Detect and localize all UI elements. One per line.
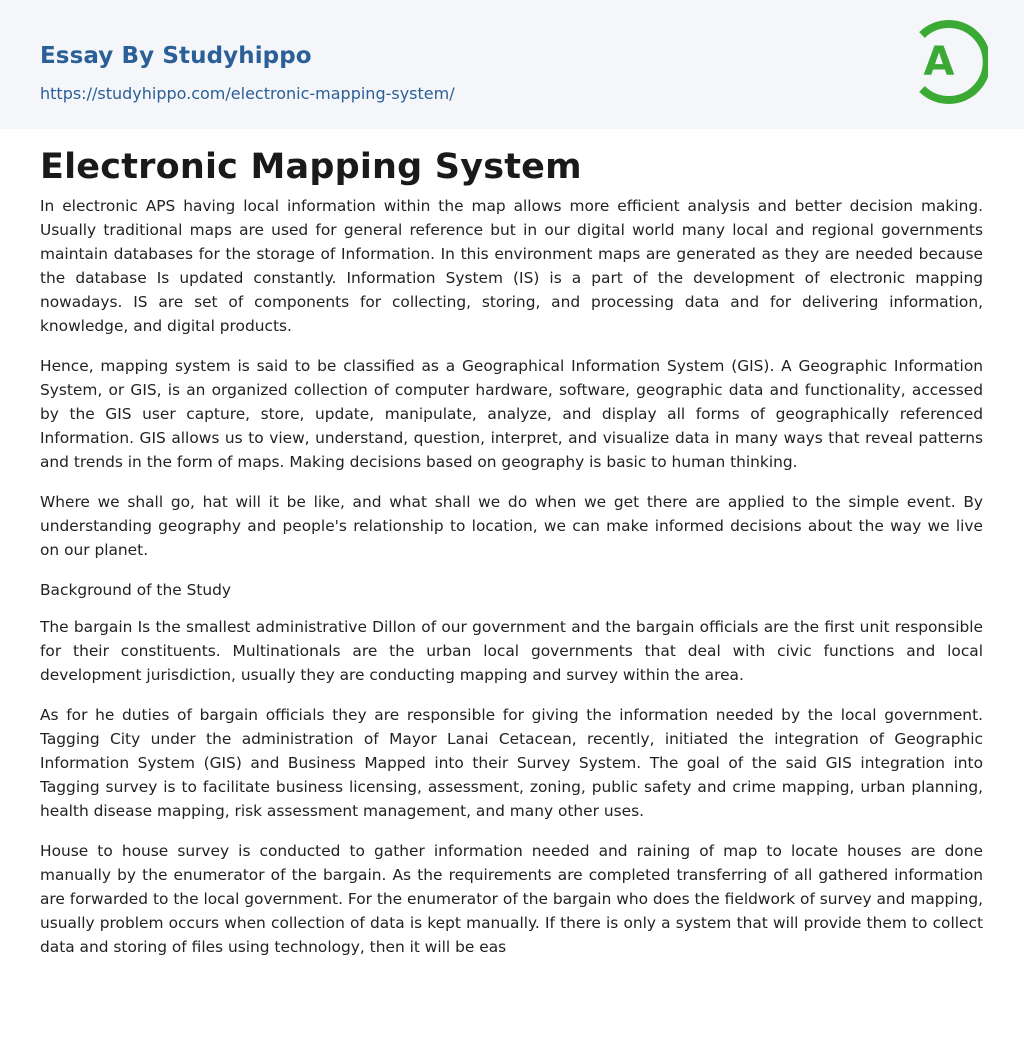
page-title: Electronic Mapping System [40, 147, 582, 187]
essay-paragraph: Hence, mapping system is said to be classified as a Geographical Information System (GIS). A Geographic Information System, or GIS, is an organized collection of computer hardware, software, geographic data and functionality, accessed by the GIS user capture, store, update, manipulate, analyze, and display all forms of geographically referenced Information. GIS allows us to view, understand, question, interpret, and visualize data in many ways that reveal patterns and trends in the form of maps. Making decisions based on geography is basic to human thinking. [40, 357, 983, 471]
essay-paragraph: House to house survey is conducted to gather information needed and raining of map to locate houses are done manually by the enumerator of the bargain. As the requirements are completed transferring of all gathered information are forwarded to the local government. For the enumerator of the bargain who does the fieldwork of survey and mapping, usually problem occurs when collection of data is kept manually. If there is only a system that will provide them to collect data and storing of files using technology, then it will be eas [40, 842, 983, 956]
essay-paragraph: The bargain Is the smallest administrative Dillon of our government and the bargain officials are the first unit responsible for their constituents. Multinationals are the urban local governments that deal with civic functions and local development jurisdiction, usually they are conducting mapping and survey within the area. [40, 618, 983, 684]
essay-paragraph: In electronic APS having local information within the map allows more efficient analysis and better decision making. Usually traditional maps are used for general reference but in our digital world many local and regional governments maintain databases for the storage of Information. In this environment maps are generated as they are needed because the database Is updated constantly. Information System (IS) is a part of the development of electronic mapping nowadays. IS are set of components for collecting, storing, and processing data and for delivering information, knowledge, and digital products. [40, 197, 983, 335]
essay-paragraph: Where we shall go, hat will it be like, and what shall we do when we get there are applied to the simple event. By understanding geography and people's relationship to location, we can make informed decisions about the way we live on our planet. [40, 493, 983, 559]
logo-letter: A [923, 39, 955, 85]
essay-body [40, 194, 983, 975]
brand-title: Essay By Studyhippo [40, 43, 312, 69]
essay-url-link[interactable]: https://studyhippo.com/electronic-mapping-system/ [40, 84, 455, 103]
essay-paragraph: As for he duties of bargain officials they are responsible for giving the information needed by the local government. Tagging City under the administration of Mayor Lanai Cetacean, recently, initiated the integration of Geographic Information System (GIS) and Business Mapped into their Survey System. The goal of the said GIS integration into Tagging survey is to facilitate business licensing, assessment, zoning, public safety and crime mapping, urban planning, health disease mapping, risk assessment management, and many other uses. [40, 706, 983, 820]
studyhippo-a-logo-icon[interactable] [912, 19, 988, 105]
section-heading: Background of the Study [40, 581, 232, 599]
site-header [0, 0, 1024, 129]
